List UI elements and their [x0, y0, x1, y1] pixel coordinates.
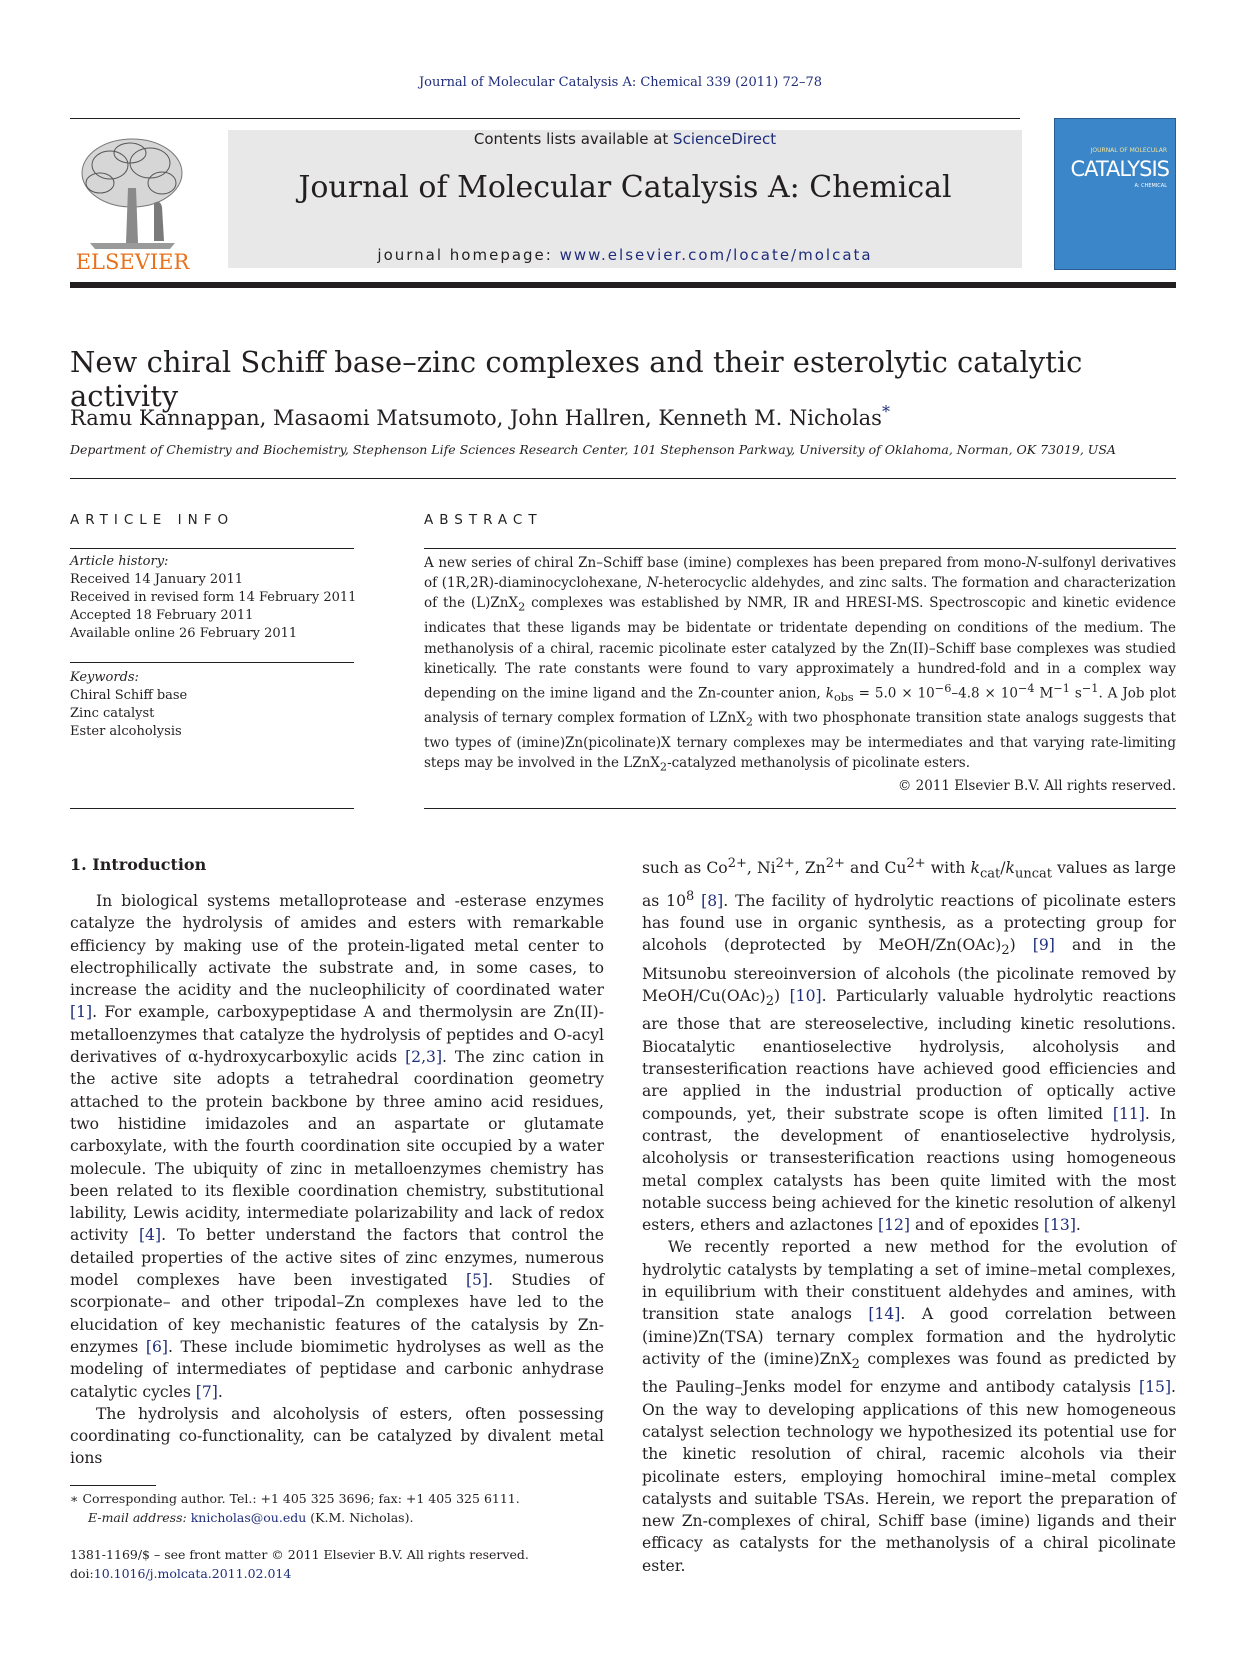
history-item: Available online 26 February 2011 — [70, 626, 298, 641]
section-heading-introduction: 1. Introduction — [70, 855, 207, 874]
footnote-mark: ∗ — [70, 1491, 79, 1506]
citation-link[interactable]: [7] — [195, 1382, 218, 1401]
elsevier-logo — [70, 133, 195, 273]
article-history — [70, 553, 360, 643]
authors-text: Ramu Kannappan, Masaomi Matsumoto, John Hallren, Kenneth M. Nicholas — [70, 406, 882, 430]
history-item: Accepted 18 February 2011 — [70, 608, 254, 623]
keywords-label: Keywords: — [70, 670, 139, 685]
corresponding-author-footnote — [70, 1489, 630, 1527]
paragraph: In biological systems metalloprotease and -esterase enzymes catalyze the hydrolysis of amides and esters with remarkable efficiency by making use of the protein-ligated metal center to electrophilically activate the substrate and, in some cases, to increase the acidity and the nucleophilicity of coordinated water [1]. For example, carboxypeptidase A and thermolysin are Zn(II)-metalloenzymes that catalyze the hydrolysis of peptides and O-acyl derivatives of α-hydroxycarboxylic acids [2,3]. The zinc cation in the active site adopts a tetrahedral coordination geometry attached to the protein backbone by three amino acid residues, two histidine imidazoles and an aspartate or glutamate carboxylate, with the fourth coordination site occupied by a water molecule. The ubiquity of zinc in metalloenzymes chemistry has been related to its flexible coordination chemistry, substitutional lability, Lewis acidity, intermediate polarizability and lack of redox activity [4]. To better understand the factors that control the detailed properties of the active sites of zinc enzymes, numerous model complexes have been investigated [5]. Studies of scorpionate– and other tripodal–Zn complexes have led to the elucidation of key mechanistic features of the catalysis by Zn-enzymes [6]. These include biomimetic hydrolyses as well as the modeling of intermediates of peptidase and carbonic anhydrase catalytic cycles [7]. — [70, 892, 604, 1401]
masthead-banner — [228, 130, 1022, 268]
abstract-text: A new series of chiral Zn–Schiff base (imine) complexes has been prepared from mono-N-sulfonyl derivatives of (1R,2R)-diaminocyclohexane, N-heterocyclic aldehydes, and zinc salts. The formation and characterization of the (L)ZnX$_2$ complexes was established by NMR, IR and HRESI-MS. Spectroscopic and kinetic evidence indicates that these ligands may be bidentate or tridentate depending on conditions of the medium. The methanolysis of a chiral, racemic picolinate ester catalyzed by the Zn(II)–Schiff base complexes was studied kinetically. The rate constants were found to vary approximately a hundred-fold and in a complex way depending on the imine ligand and the Zn-counter anion, $k_{obs} = 5.0 \times 10^{-6}-4.8 \times 10^{-4}$ $M^{-1}$ $s^{-1}$. A Job plot analysis of ternary complex formation of LZnX$_2$ with two phosphonate transition state analogs suggests that two types of (imine)Zn(picolinate)X ternary complexes may be intermediates and that varying rate-limiting steps may be involved in the LZnX$_2$-catalyzed methanolysis of picolinate esters. — [424, 555, 1177, 775]
email-link[interactable]: knicholas@ou.edu — [190, 1510, 307, 1525]
sciencedirect-link[interactable]: ScienceDirect — [673, 130, 777, 148]
citation-link[interactable]: [8] — [701, 891, 724, 910]
history-item: Received in revised form 14 February 2011 — [70, 590, 357, 605]
citation-link[interactable]: [4] — [138, 1226, 162, 1245]
article-title: New chiral Schiff base–zinc complexes and their esterolytic catalytic activity — [70, 345, 1083, 413]
article-info-rule-bottom — [70, 808, 354, 809]
paragraph: We recently reported a new method for the evolution of hydrolytic catalysts by templating a set of imine–metal complexes, in equilibrium with their constituent aldehydes and amines, with transition state analogs [14]. A good correlation between (imine)Zn(TSA) ternary complex formation and the hydrolytic activity of the (imine)ZnX$_2$ complexes was found as predicted by the Pauling–Jenks model for enzyme and antibody catalysis [15]. On the way to developing applications of this new homogeneous catalyst selection technology we hypothesized its potential use for the kinetic resolution of chiral, racemic alcohols via their picolinate esters, employing homochiral imine–metal complex catalysts and suitable TSAs. Herein, we report the preparation of new Zn-complexes of chiral, Schiff base (imine) ligands and their efficacy as catalysts for the methanolysis of a chiral picolinate ester. — [642, 1238, 1177, 1575]
citation-link[interactable]: [5] — [465, 1271, 489, 1290]
abstract-copyright: © 2011 Elsevier B.V. All rights reserved. — [897, 778, 1176, 794]
homepage-link[interactable]: www.elsevier.com/locate/molcata — [559, 246, 873, 264]
contents-prefix: Contents lists available at — [473, 130, 674, 148]
paragraph: such as $Co^{2+}$, $Ni^{2+}$, $Zn^{2+}$ and $Cu^{2+}$ with $k_{cat}/k_{uncat}$ values as large as $10^8$ [8]. The facility of hydrolytic reactions of picolinate esters has found use in organic synthesis, as a protecting group for alcohols (deprotected by MeOH/$Zn(OAc)_2$) [9] and in the Mitsunobu stereoinversion of alcohols (the picolinate removed by MeOH/$Cu(OAc)_2$) [10]. Particularly valuable hydrolytic reactions are those that are stereoselective, including kinetic resolutions. Biocatalytic enantioselective hydrolysis, alcoholysis and transesterification reactions have achieved good efficiencies and are applied in the industrial production of optically active compounds, yet, their substrate scope is often limited [11]. In contrast, the development of enantioselective hydrolysis, alcoholysis or transesterification reactions using homogeneous metal complex catalysts has been quite limited with the most notable success being achieved for the kinetic resolution of alkenyl esters, ethers and azlactones [12] and of epoxides [13]. — [642, 856, 1176, 1235]
issn-line: 1381-1169/$ – see front matter © 2011 Elsevier B.V. All rights reserved. — [70, 1547, 529, 1562]
citation-link[interactable]: [2,3] — [405, 1048, 443, 1067]
citation-link[interactable]: [14] — [868, 1305, 901, 1324]
citation-link[interactable]: [6] — [145, 1337, 168, 1356]
keyword-item: Ester alcoholysis — [70, 724, 182, 739]
citation-link[interactable]: [1] — [70, 1003, 93, 1022]
abstract-rule-top — [424, 548, 1176, 549]
doi-link[interactable]: 10.1016/j.molcata.2011.02.014 — [93, 1565, 292, 1581]
corresponding-author-mark[interactable]: * — [881, 402, 890, 421]
cover-small-title: JOURNAL OF MOLECULAR — [1090, 147, 1167, 154]
history-label: Article history: — [70, 554, 169, 569]
abstract-rule-bottom — [424, 808, 1176, 809]
citation-link[interactable]: [11] — [1112, 1104, 1145, 1123]
keywords — [70, 669, 360, 741]
contents-line — [228, 130, 1022, 148]
doi-prefix: doi: — [70, 1565, 94, 1581]
citation-link[interactable]: [9] — [1032, 936, 1055, 955]
citation-link[interactable]: [13] — [1043, 1216, 1076, 1235]
email-label: E-mail address: — [88, 1510, 191, 1525]
affiliation: Department of Chemistry and Biochemistry, Stephenson Life Sciences Research Center, 101 Stephenson Parkway, University of Oklahoma, Norman, OK 73019, USA — [70, 442, 1116, 457]
masthead-top-rule — [70, 118, 1020, 119]
article-info-rule-top — [70, 548, 354, 549]
keyword-item: Chiral Schiff base — [70, 688, 188, 703]
homepage-line — [228, 246, 1022, 264]
body-column-right — [642, 853, 1176, 1577]
article-info-rule-middle — [70, 662, 354, 663]
article-info-heading: ARTICLE INFO — [70, 512, 235, 528]
masthead-thick-rule — [70, 282, 1176, 288]
author-list — [70, 402, 1180, 430]
front-matter — [70, 1546, 630, 1583]
abstract-heading: ABSTRACT — [424, 512, 543, 528]
footnote-text: Corresponding author. Tel.: +1 405 325 3696; fax: +1 405 325 6111. — [78, 1491, 520, 1506]
journal-cover-thumbnail[interactable] — [1054, 118, 1176, 270]
history-item: Received 14 January 2011 — [70, 572, 244, 587]
citation-link[interactable]: [15] — [1139, 1378, 1172, 1397]
homepage-prefix: journal homepage: — [377, 246, 560, 264]
citation-link[interactable]: [12] — [877, 1216, 910, 1235]
citation-link[interactable]: [10] — [789, 987, 822, 1006]
footnote-rule — [70, 1485, 156, 1486]
cover-subtitle: A: CHEMICAL — [1134, 183, 1167, 189]
keyword-item: Zinc catalyst — [70, 706, 155, 721]
body-column-left — [70, 890, 604, 1470]
paragraph: The hydrolysis and alcoholysis of esters, often possessing coordinating co-functionality, can be catalyzed by divalent metal ions — [70, 1404, 604, 1468]
email-suffix: (K.M. Nicholas). — [306, 1510, 414, 1525]
journal-name: Journal of Molecular Catalysis A: Chemical — [298, 170, 952, 205]
affiliation-rule — [70, 478, 1176, 479]
elsevier-wordmark: ELSEVIER — [75, 250, 190, 274]
cover-big-title: CATALYSIS — [1070, 157, 1169, 181]
journal-reference[interactable]: Journal of Molecular Catalysis A: Chemical 339 (2011) 72–78 — [418, 75, 823, 90]
